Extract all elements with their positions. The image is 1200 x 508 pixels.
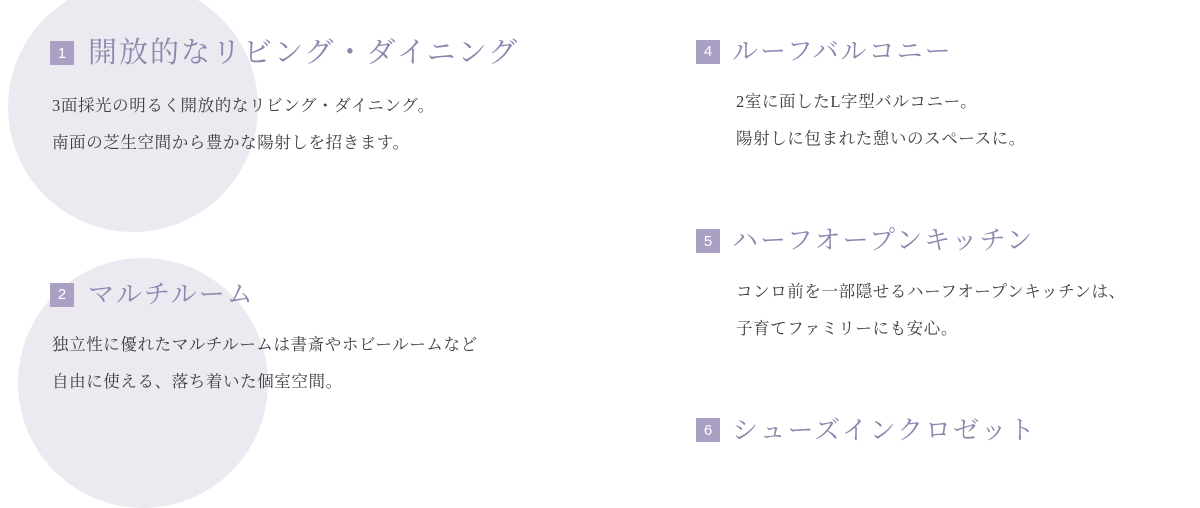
feature-number-badge-5: 5 xyxy=(696,229,720,253)
feature-item-4 xyxy=(696,36,1200,157)
feature-item-5 xyxy=(696,225,1200,346)
feature-description-4-line-2: 陽射しに包まれた憩いのスペースに。 xyxy=(736,129,1026,149)
feature-title-6: シューズインクロゼット xyxy=(732,415,1037,445)
feature-item-1 xyxy=(50,36,672,161)
feature-description-5 xyxy=(696,273,1200,347)
feature-item-6 xyxy=(696,415,1200,446)
feature-item-4-header xyxy=(696,36,1200,67)
feature-description-2-line-1: 独立性に優れたマルチルームは書斎やホビールームなど xyxy=(52,335,478,355)
feature-description-1-line-1: 3面採光の明るく開放的なリビング・ダイニング。 xyxy=(52,95,435,115)
feature-description-1 xyxy=(50,87,672,161)
feature-description-1-line-2: 南面の芝生空間から豊かな陽射しを招きます。 xyxy=(52,132,410,152)
feature-description-2-line-2: 自由に使える、落ち着いた個室空間。 xyxy=(52,372,343,392)
feature-description-5-line-2: 子育てファミリーにも安心。 xyxy=(736,318,958,338)
feature-item-2 xyxy=(50,279,672,400)
feature-number-badge-2: 2 xyxy=(50,283,74,307)
feature-item-1-header xyxy=(50,36,672,71)
feature-description-2 xyxy=(50,326,672,400)
feature-column-right xyxy=(672,0,1200,480)
feature-title-5: ハーフオープンキッチン xyxy=(732,226,1035,256)
feature-title-1: 開放的なリビング・ダイニング xyxy=(88,37,520,69)
feature-number-badge-1: 1 xyxy=(50,41,74,65)
feature-description-5-line-1: コンロ前を一部隠せるハーフオープンキッチンは、 xyxy=(736,281,1126,301)
feature-item-2-header xyxy=(50,279,672,310)
feature-item-5-header xyxy=(696,225,1200,256)
feature-description-4-line-1: 2室に面したL字型バルコニー。 xyxy=(736,92,978,112)
feature-title-4: ルーフバルコニー xyxy=(732,37,953,66)
feature-item-6-header xyxy=(696,415,1200,446)
feature-number-badge-6: 6 xyxy=(696,418,720,442)
feature-title-2: マルチルーム xyxy=(88,280,255,310)
feature-description-4 xyxy=(696,83,1200,157)
feature-number-badge-4: 4 xyxy=(696,40,720,64)
